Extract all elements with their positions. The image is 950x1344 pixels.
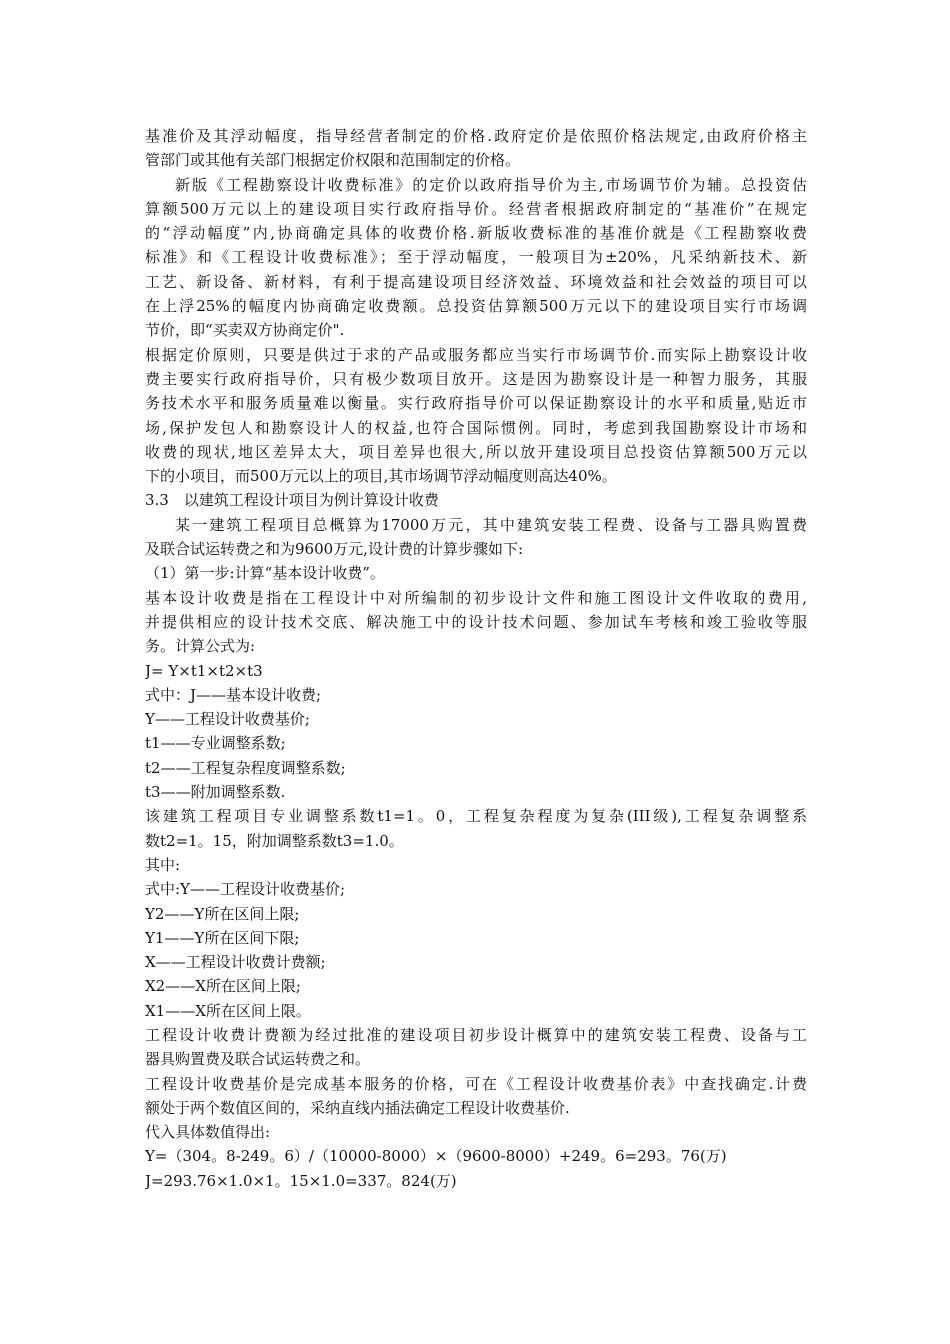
text-line: 收费的现状,地区差异太大，项目差异也很大,所以放开建设项目总投资估算额500万元以 (145, 442, 807, 461)
text-line: 工程设计收费基价是完成基本服务的价格，可在《工程设计收费基价表》中查找确定.计费 (145, 1074, 807, 1093)
text-line: 工程设计收费计费额为经过批准的建设项目初步设计概算中的建筑安装工程费、设备与工 (145, 1025, 807, 1044)
text-line: t3——附加调整系数. (145, 783, 286, 802)
text-line: 器具购置费及联合试运转费之和。 (145, 1050, 371, 1069)
text-line: 场,保护发包人和勘察设计人的权益,也符合国际惯例。同时，考虑到我国勘察设计市场和 (145, 418, 807, 437)
text-line: 管部门或其他有关部门根据定价权限和范围制定的价格。 (145, 151, 521, 170)
text-line: 并提供相应的设计技术交底、解决施工中的设计技术问题、参加试车考核和竣工验收等服 (145, 612, 807, 631)
text-line: 下的小项目，而500万元以上的项目,其市场调节浮动幅度则高达40%。 (145, 467, 617, 486)
text-line: （1）第一步:计算“基本设计收费”。 (145, 564, 385, 583)
text-line: X——工程设计收费计费额; (145, 953, 326, 972)
text-line: 式中：J——基本设计收费; (145, 685, 322, 704)
text-line: 基本设计收费是指在工程设计中对所编制的初步设计文件和施工图设计文件收取的费用, (145, 588, 807, 607)
text-line: Y——工程设计收费基价; (145, 710, 310, 729)
text-line: 数t2=1。15，附加调整系数t3=1.0。 (145, 831, 404, 850)
text-line: 及联合试运转费之和为9600万元,设计费的计算步骤如下: (145, 540, 523, 559)
text-line: J= Y×t1×t2×t3 (145, 661, 263, 680)
text-line: 务。计算公式为: (145, 637, 256, 656)
text-line: Y1——Y所在区间下限; (145, 928, 300, 947)
text-line: J=293.76×1.0×1。15×1.0=337。824(万) (145, 1171, 457, 1190)
text-line: X1——X所在区间上限。 (145, 1001, 311, 1020)
text-line: 新版《工程勘察设计收费标准》的定价以政府指导价为主,市场调节价为辅。总投资估 (175, 175, 807, 194)
text-line: 3.3 以建筑工程设计项目为例计算设计收费 (145, 491, 439, 510)
text-line: 标准》和《工程设计收费标准》；至于浮动幅度，一般项目为±20%，凡采纳新技术、新 (145, 248, 807, 267)
text-line: 费主要实行政府指导价，只有极少数项目放开。这是因为勘察设计是一种智力服务，其服 (145, 369, 807, 388)
text-line: Y=（304。8-249。6）/（10000-8000）×（9600-8000）+249。6=293。76(万) (145, 1147, 727, 1166)
text-line: 务技术水平和服务质量难以衡量。实行政府指导价可以保证勘察设计的水平和质量,贴近市 (145, 394, 807, 413)
text-line: 算额500万元以上的建设项目实行政府指导价。经营者根据政府制定的“基准价”在规定 (145, 199, 807, 218)
text-line: 其中: (145, 855, 181, 874)
text-line: X2——X所在区间上限; (145, 977, 301, 996)
text-line: Y2——Y所在区间上限; (145, 904, 300, 923)
text-line: 的“浮动幅度”内,协商确定具体的收费价格.新版收费标准的基准价就是《工程勘察收费 (145, 224, 807, 243)
text-line: 代入具体数值得出: (145, 1123, 271, 1142)
text-line: 工艺、新设备、新材料，有利于提高建设项目经济效益、环境效益和社会效益的项目可以 (145, 272, 807, 291)
text-line: t2——工程复杂程度调整系数; (145, 758, 346, 777)
text-line: 在上浮25%的幅度内协商确定收费额。总投资估算额500万元以下的建设项目实行市场调 (145, 297, 807, 316)
text-line: 基准价及其浮动幅度，指导经营者制定的价格.政府定价是依照价格法规定,由政府价格主 (145, 127, 807, 145)
text-line: 某一建筑工程项目总概算为17000万元，其中建筑安装工程费、设备与工器具购置费 (175, 515, 807, 534)
document-body (145, 124, 807, 1193)
text-line: 额处于两个数值区间的，采纳直线内插法确定工程设计收费基价. (145, 1098, 570, 1117)
text-line: 该建筑工程项目专业调整系数t1=1。0，工程复杂程度为复杂(III级),工程复杂调整系 (145, 807, 807, 826)
text-line: 式中:Y——工程设计收费基价; (145, 880, 346, 899)
text-line: t1——专业调整系数; (145, 734, 286, 753)
text-line: 根据定价原则，只要是供过于求的产品或服务都应当实行市场调节价.而实际上勘察设计收 (145, 345, 807, 364)
text-line: 节价，即“买卖双方协商定价". (145, 321, 345, 340)
